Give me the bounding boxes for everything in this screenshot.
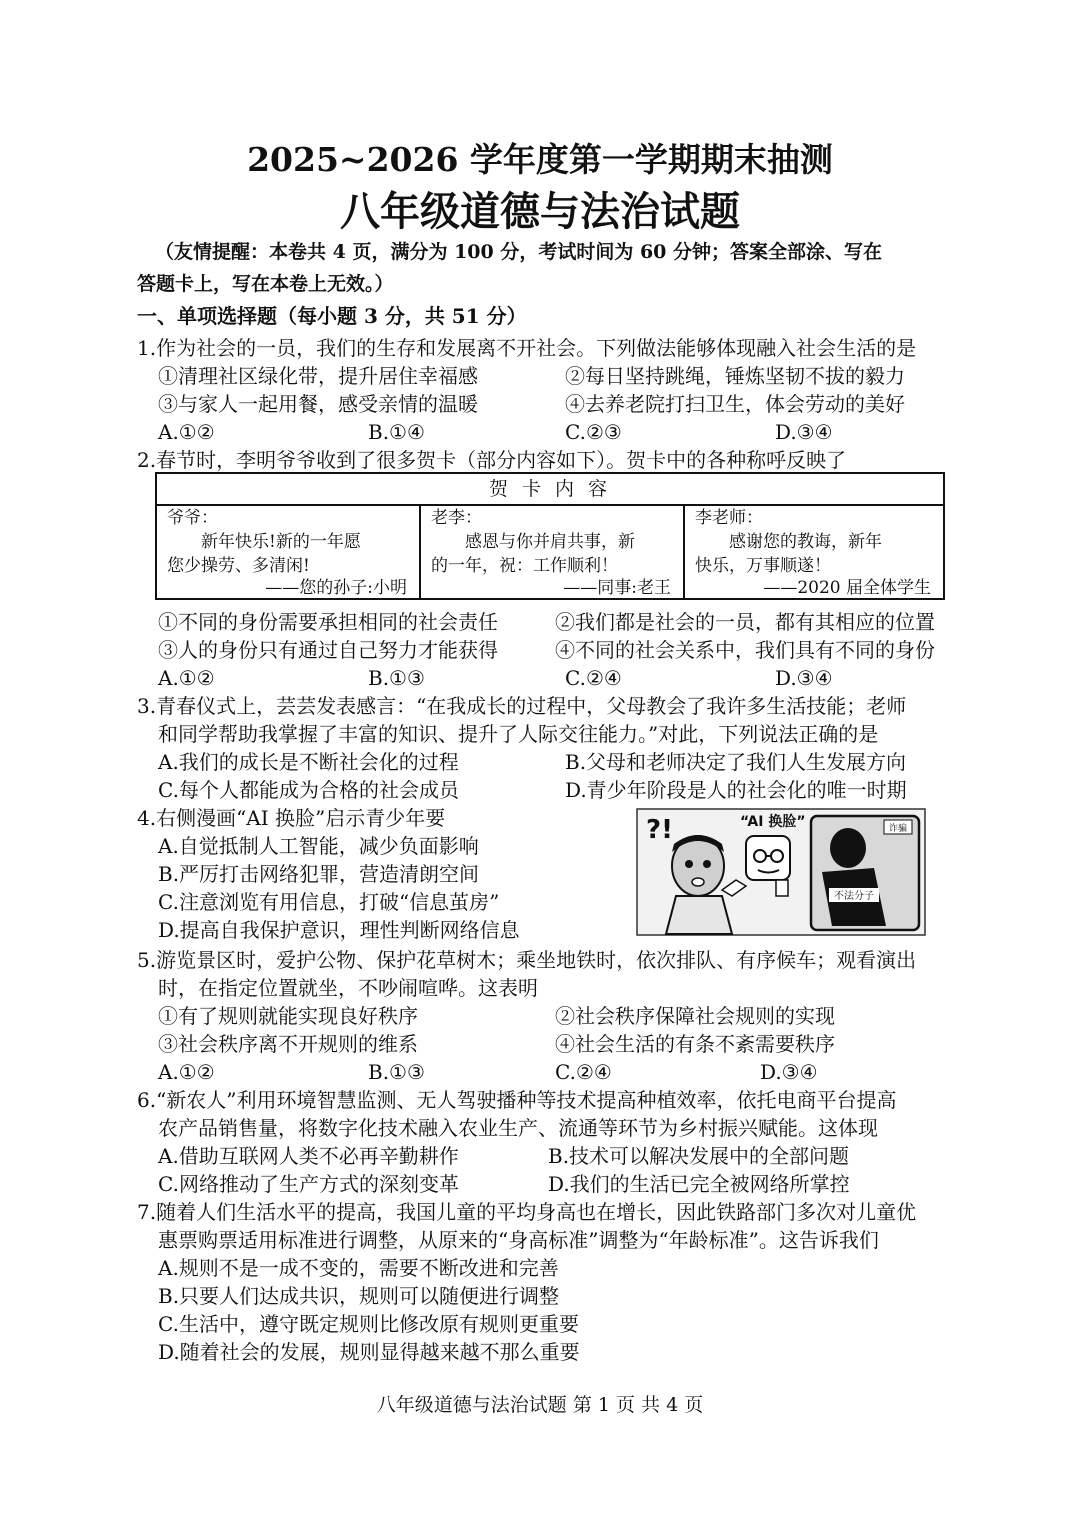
q3-stem-line-2: 和同学帮助我掌握了丰富的知识、提升了人际交往能力。”对此，下列说法正确的是	[158, 722, 879, 746]
q7-stem-line-2: 惠票购票适用标准进行调整，从原来的“身高标准”调整为“年龄标准”。这告诉我们	[158, 1228, 879, 1252]
q5-option-a: A.①②	[158, 1060, 215, 1084]
q1-statement-3: ③与家人一起用餐，感受亲情的温暖	[158, 392, 478, 416]
scam-tag: 诈骗	[888, 824, 908, 834]
q2-statement-3: ③人的身份只有通过自己努力才能获得	[158, 638, 498, 662]
q1-statement-2: ②每日坚持跳绳，锤炼坚韧不拔的毅力	[565, 364, 905, 388]
exam-title: 2025~2026 学年度第一学期期末抽测	[247, 140, 833, 179]
card-message-line: 感谢您的教诲，新年	[729, 532, 882, 552]
card-column-colleague	[421, 506, 685, 598]
q2-option-b: B.①③	[368, 666, 425, 690]
card-message-line: 快乐，万事顺遂！	[695, 556, 831, 576]
q1-option-b: B.①④	[368, 420, 425, 444]
card-signature: ——2020 届全体学生	[763, 578, 931, 598]
subject-title: 八年级道德与法治试题	[340, 188, 740, 235]
card-recipient: 爷爷：	[167, 508, 218, 528]
q3-option-c: C.每个人都能成为合格的社会成员	[158, 778, 459, 802]
q4-option-c: C.注意浏览有用信息，打破“信息茧房”	[158, 890, 500, 914]
q4-option-d: D.提高自我保护意识，理性判断网络信息	[158, 918, 520, 942]
notice-line-1: （友情提醒：本卷共 4 页，满分为 100 分，考试时间为 60 分钟；答案全部涂、写在	[155, 241, 883, 263]
q2-stem: 2.春节时，李明爷爷收到了很多贺卡（部分内容如下）。贺卡中的各种称呼反映了	[137, 448, 847, 472]
q5-option-d: D.③④	[760, 1060, 818, 1084]
q7-option-d: D.随着社会的发展，规则显得越来越不那么重要	[158, 1340, 580, 1364]
q6-option-a: A.借助互联网人类不必再辛勤耕作	[158, 1144, 459, 1168]
card-signature: ——您的孙子:小明	[265, 578, 407, 598]
q3-option-b: B.父母和老师决定了我们人生发展方向	[565, 750, 907, 774]
q3-stem-line-1: 3.青春仪式上，芸芸发表感言：“在我成长的过程中，父母教会了我许多生活技能；老师	[137, 694, 907, 718]
q7-option-c: C.生活中，遵守既定规则比修改原有规则更重要	[158, 1312, 579, 1336]
q4-option-a: A.自觉抵制人工智能，减少负面影响	[158, 834, 479, 858]
q2-option-d: D.③④	[775, 666, 833, 690]
q7-stem-line-1: 7.随着人们生活水平的提高，我国儿童的平均身高也在增长，因此铁路部门多次对儿童优	[137, 1200, 917, 1224]
q6-stem-line-1: 6.“新农人”利用环境智慧监测、无人驾驶播种等技术提高种植效率，依托电商平台提高	[137, 1088, 897, 1112]
card-header: 贺 卡 内 容	[157, 474, 943, 506]
q1-option-c: C.②③	[565, 420, 622, 444]
q6-stem-line-2: 农产品销售量，将数字化技术融入农业生产、流通等环节为乡村振兴赋能。这体现	[158, 1116, 878, 1140]
card-message-line: 感恩与你并肩共事，新	[465, 532, 635, 552]
q1-statement-4: ④去养老院打扫卫生，体会劳动的美好	[565, 392, 905, 416]
cartoon-title: “AI 换脸”	[740, 814, 806, 830]
q5-option-c: C.②④	[555, 1060, 612, 1084]
section-title: 一、单项选择题（每小题 3 分，共 51 分）	[137, 304, 527, 328]
card-message-line: 新年快乐!新的一年愿	[201, 532, 361, 552]
q5-statement-3: ③社会秩序离不开规则的维系	[158, 1032, 418, 1056]
q2-statement-2: ②我们都是社会的一员，都有其相应的位置	[555, 610, 935, 634]
fraudster-label: 不法分子	[834, 891, 874, 902]
q2-option-c: C.②④	[565, 666, 622, 690]
q4-option-b: B.严厉打击网络犯罪，营造清朗空间	[158, 862, 480, 886]
page-footer: 八年级道德与法治试题 第 1 页 共 4 页	[376, 1394, 704, 1416]
fraudster-in-phone	[811, 816, 919, 930]
q5-statement-2: ②社会秩序保障社会规则的实现	[555, 1004, 835, 1028]
card-signature: ——同事:老王	[563, 578, 671, 598]
q3-option-d: D.青少年阶段是人的社会化的唯一时期	[565, 778, 907, 802]
notice-line-2: 答题卡上，写在本卷上无效。）	[137, 273, 394, 295]
q1-stem: 1.作为社会的一员，我们的生存和发展离不开社会。下列做法能够体现融入社会生活的是	[137, 336, 917, 360]
card-column-grandpa	[157, 506, 421, 598]
card-recipient: 老李：	[431, 508, 482, 528]
card-message-line: 您少操劳、多清闲!	[167, 556, 310, 576]
q1-statement-1: ①清理社区绿化带，提升居住幸福感	[158, 364, 478, 388]
q5-statement-1: ①有了规则就能实现良好秩序	[158, 1004, 418, 1028]
q6-option-d: D.我们的生活已完全被网络所掌控	[548, 1172, 850, 1196]
surprise-marks: ?!	[646, 815, 673, 845]
q7-option-b: B.只要人们达成共识，规则可以随便进行调整	[158, 1284, 560, 1308]
q2-statement-1: ①不同的身份需要承担相同的社会责任	[158, 610, 498, 634]
ai-face-swap-cartoon	[636, 808, 926, 936]
q3-option-a: A.我们的成长是不断社会化的过程	[158, 750, 459, 774]
q2-option-a: A.①②	[158, 666, 215, 690]
greeting-card-table	[155, 472, 945, 600]
card-message-line: 的一年，祝：工作顺利！	[431, 556, 618, 576]
q7-option-a: A.规则不是一成不变的，需要不断改进和完善	[158, 1256, 559, 1280]
q1-option-a: A.①②	[158, 420, 215, 444]
card-recipient: 李老师：	[695, 508, 763, 528]
q1-option-d: D.③④	[775, 420, 833, 444]
q5-statement-4: ④社会生活的有条不紊需要秩序	[555, 1032, 835, 1056]
q2-statement-4: ④不同的社会关系中，我们具有不同的身份	[555, 638, 935, 662]
card-column-teacher	[685, 506, 943, 598]
q5-stem-line-1: 5.游览景区时，爱护公物、保护花草树木；乘坐地铁时，依次排队、有序候车；观看演出	[137, 948, 917, 972]
q5-stem-line-2: 时，在指定位置就坐，不吵闹喧哗。这表明	[158, 976, 538, 1000]
q6-option-c: C.网络推动了生产方式的深刻变革	[158, 1172, 459, 1196]
q5-option-b: B.①③	[368, 1060, 425, 1084]
q4-stem: 4.右侧漫画“AI 换脸”启示青少年要	[137, 806, 446, 830]
q6-option-b: B.技术可以解决发展中的全部问题	[548, 1144, 850, 1168]
